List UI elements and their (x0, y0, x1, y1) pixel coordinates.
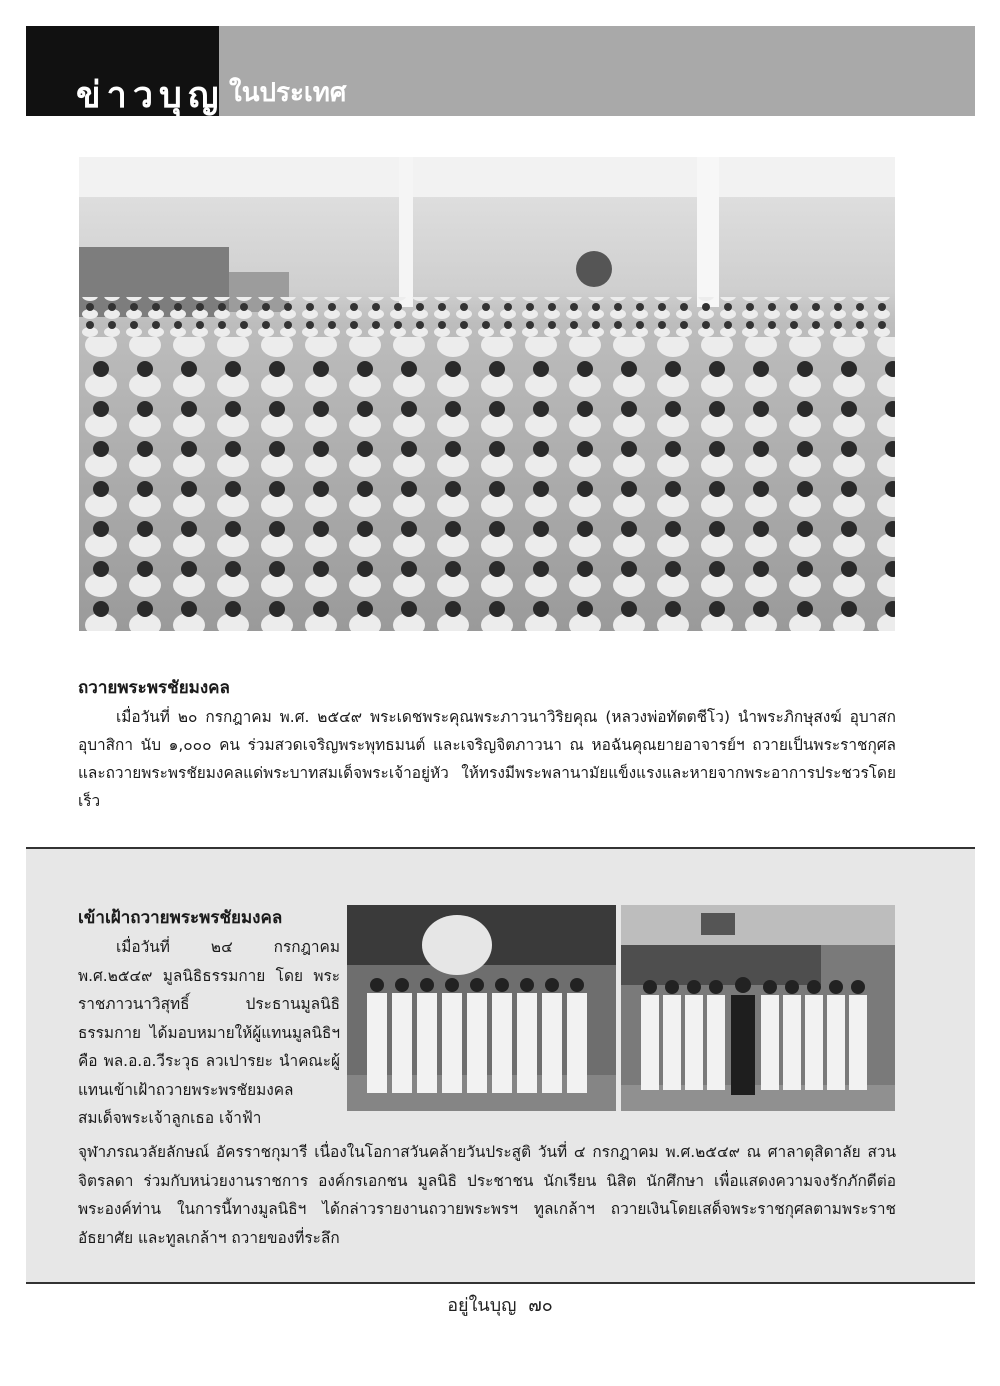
article1-heading: ถวายพระพรชัยมงคล (78, 678, 230, 698)
section-title: ข่าวบุญ (76, 75, 225, 116)
section-subtitle: ในประเทศ (229, 78, 347, 108)
article1-body: เมื่อวันที่ ๒๐ กรกฎาคม พ.ศ. ๒๕๔๙ พระเดชพระคุณพระภาวนาวิริยคุณ (หลวงพ่อทัตตชีโว) นำพระภิกษุสงฆ์ อุบาสก อุบาสิกา นับ ๑,๐๐๐ คน ร่วมสวดเจริญพระพุทธมนต์ และเจริญจิตภาวนา ณ หอฉันคุณยายอาจารย์ฯ ถวายเป็นพระราชกุศลและถวายพระพรชัยมงคลแด่พระบาทสมเด็จพระเจ้าอยู่หัว ให้ทรงมีพระพลานามัยแข็งแรงและหายจากพระอาการประชวรโดยเร็ว (78, 708, 896, 810)
magazine-logo: อยู่ในบุญ (447, 1295, 517, 1316)
page-number: ๗๐ (528, 1295, 553, 1316)
main-photo-meditation-hall (79, 157, 895, 631)
article2-body-part1: เมื่อวันที่ ๒๔ กรกฎาคม พ.ศ.๒๕๔๙ มูลนิธิธรรมกาย โดย พระราชภาวนาวิสุทธิ์ ประธานมูลนิธิธรรมกาย ได้มอบหมายให้ผู้แทนมูลนิธิฯ คือ พล.อ.อ.วีระวุธ ลวเปารยะ นำคณะผู้แทนเข้าเฝ้าถวายพระพรชัยมงคล สมเด็จพระเจ้าลูกเธอ เจ้าฟ้า (78, 938, 340, 1127)
article2-heading: เข้าเฝ้าถวายพระพรชัยมงคล (78, 908, 283, 928)
section-header-bar (26, 26, 975, 116)
photo-group-with-elephant (347, 905, 616, 1111)
photo-group-with-flag (621, 905, 895, 1111)
article2-body-part2: จุฬาภรณวลัยลักษณ์ อัครราชกุมารี เนื่องในโอกาสวันคล้ายวันประสูติ วันที่ ๔ กรกฎาคม พ.ศ.๒๕๔๙ ณ ศาลาดุสิดาลัย สวนจิตรลดา ร่วมกับหน่วยงานราชการ องค์กรเอกชน มูลนิธิ ประชาชน นักเรียน นิสิต นักศึกษา เพื่อแสดงความจงรักภักดีต่อพระองค์ท่าน ในการนี้ทางมูลนิธิฯ ได้กล่าวรายงานถวายพระพรฯ ทูลเกล้าฯ ถวายเงินโดยเสด็จพระราชกุศลตามพระราชอัธยาศัย และทูลเกล้าฯ ถวายของที่ระลึก (78, 1143, 896, 1247)
page-footer (0, 1290, 1000, 1319)
